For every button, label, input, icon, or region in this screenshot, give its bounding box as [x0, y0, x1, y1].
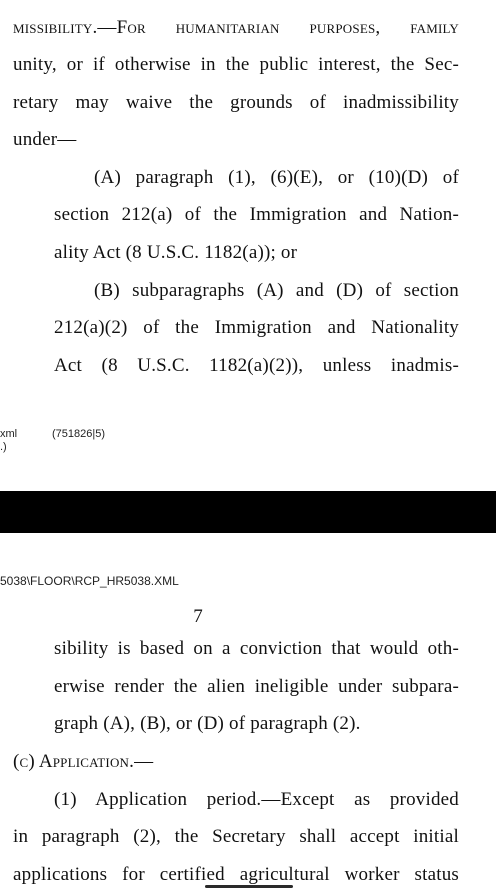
section-heading: (c) Application.—	[13, 751, 154, 772]
text-line: retary may waive the grounds of inadmissibility	[13, 92, 459, 113]
text-line: unity, or if otherwise in the public interest, the Sec-	[13, 54, 459, 75]
footer-filename: xml	[0, 428, 18, 440]
footer-filename-cont: .)	[0, 441, 7, 453]
text-line	[54, 788, 459, 812]
text-line: 212(a)(2) of the Immigration and Nationality	[54, 317, 459, 338]
footer-code: (751826|5)	[52, 428, 106, 440]
text-line: missibility.—For humanitarian purposes, family	[13, 17, 459, 38]
text-line: erwise render the alien ineligible under subpara-	[54, 676, 459, 697]
home-indicator[interactable]	[205, 885, 293, 888]
header-path: 5038\FLOOR\RCP_HR5038.XML	[0, 574, 179, 588]
text-line: section 212(a) of the Immigration and Nation-	[54, 204, 459, 225]
page-break-band	[0, 491, 496, 533]
text-line: under—	[13, 129, 77, 150]
subsection-heading: (1) Application period.—Except as provided	[54, 789, 459, 810]
text-line: sibility is based on a conviction that would oth-	[54, 638, 459, 659]
text-line: ality Act (8 U.S.C. 1182(a)); or	[54, 242, 298, 263]
text-line: (A) paragraph (1), (6)(E), or (10)(D) of	[94, 167, 459, 188]
page-number: 7	[193, 606, 203, 627]
text-line: graph (A), (B), or (D) of paragraph (2).	[54, 713, 361, 734]
text-line: Act (8 U.S.C. 1182(a)(2)), unless inadmis-	[54, 355, 459, 376]
text-line: applications for certified agricultural worker status	[13, 864, 459, 885]
text-line: in paragraph (2), the Secretary shall accept initial	[13, 826, 459, 847]
text-line: (B) subparagraphs (A) and (D) of section	[94, 280, 459, 301]
